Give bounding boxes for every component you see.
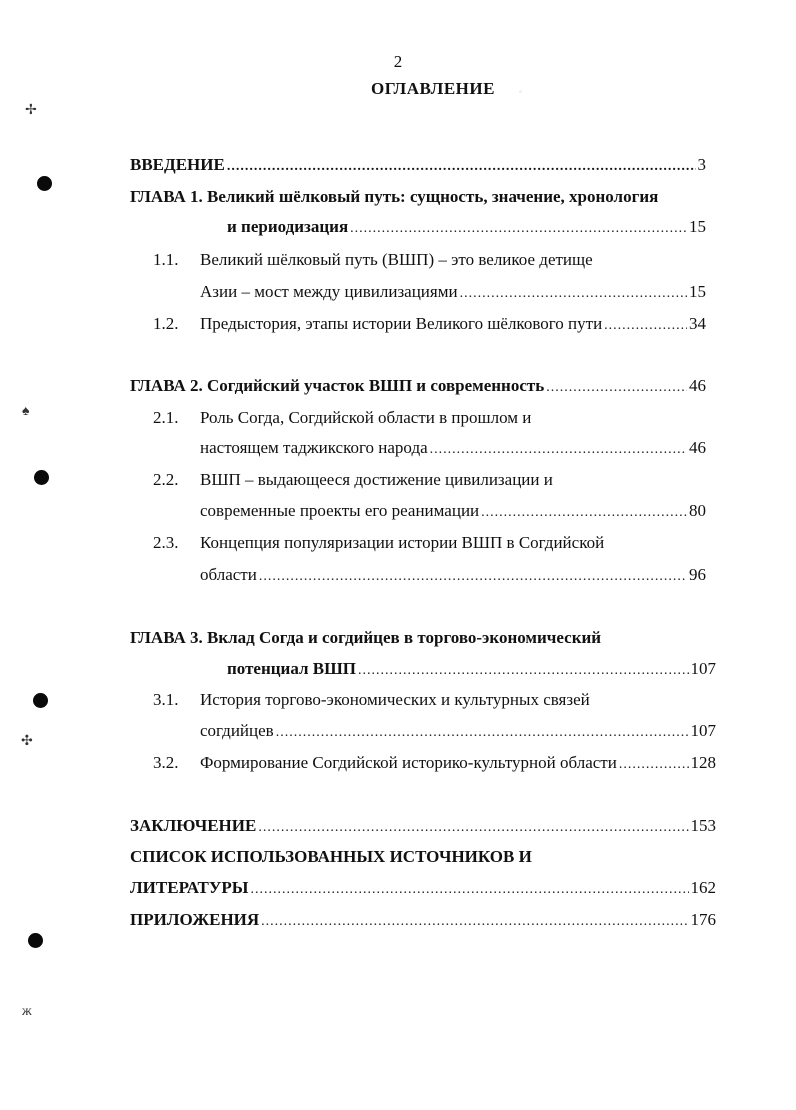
toc-entry-section-1-1[interactable] [200, 281, 706, 305]
toc-page-number: 15 [689, 282, 706, 301]
scan-speck: ♠ [22, 404, 30, 419]
toc-entry-label: согдийцев [200, 721, 274, 740]
toc-section-title: Великий шёлковый путь (ВШП) – это великое детище [200, 250, 593, 269]
binder-hole [28, 933, 43, 948]
toc-page-number: 176 [690, 910, 716, 929]
toc-section-number: 2.1. [153, 408, 179, 427]
toc-page-number: 128 [690, 753, 716, 772]
toc-section-2-1[interactable] [153, 407, 531, 429]
toc-leader [259, 566, 687, 588]
toc-section-title: Концепция популяризации истории ВШП в Согдийской [200, 533, 605, 552]
toc-page-number: 107 [690, 721, 716, 740]
toc-entry-label: ЛИТЕРАТУРЫ [130, 878, 249, 897]
toc-section-1-1[interactable] [153, 249, 593, 271]
toc-entry-section-2-2[interactable] [200, 500, 706, 524]
toc-page-number: 153 [690, 816, 716, 835]
toc-leader [350, 218, 687, 240]
toc-entry-appendix[interactable] [130, 909, 716, 933]
scan-speck: ✢ [25, 103, 37, 118]
binder-hole [37, 176, 52, 191]
toc-section-3-1[interactable] [153, 689, 590, 711]
toc-entry-label: Азии – мост между цивилизациями [200, 282, 458, 301]
toc-entry-label: современные проекты его реанимации [200, 501, 480, 520]
toc-leader [430, 439, 687, 461]
toc-leader [460, 283, 687, 305]
toc-section-2-3[interactable] [153, 532, 604, 554]
toc-section-number: 1.1. [153, 250, 179, 269]
toc-leader [481, 502, 687, 524]
toc-section-number: 1.2. [153, 314, 179, 333]
toc-leader [358, 660, 688, 682]
toc-entry-conclusion[interactable] [130, 815, 716, 839]
scan-speck: ж [22, 1004, 32, 1019]
toc-leader [258, 817, 688, 839]
toc-page-number: 162 [690, 878, 716, 897]
binder-hole [33, 693, 48, 708]
toc-section-title: ВШП – выдающееся достижение цивилизации и [200, 470, 553, 489]
toc-section-title: История торгово-экономических и культурных связей [200, 690, 590, 709]
toc-leader [276, 722, 689, 744]
toc-entry-section-3-1[interactable] [200, 720, 716, 744]
toc-page-number: 3 [697, 155, 706, 174]
toc-entry-label: ГЛАВА 2. Согдийский участок ВШП и современность [130, 376, 545, 395]
toc-entry-label: области [200, 565, 257, 584]
toc-section-number: 2.2. [153, 470, 179, 489]
toc-chapter-3-title[interactable]: ГЛАВА 3. Вклад Согда и согдийцев в торгово-экономический [130, 628, 602, 647]
toc-entry-label: и периодизация [227, 217, 349, 236]
toc-entry-label: ПРИЛОЖЕНИЯ [130, 910, 260, 929]
toc-section-number: 3.2. [153, 753, 179, 772]
toc-chapter-1-title[interactable]: ГЛАВА 1. Великий шёлковый путь: сущность, значение, хронология [130, 187, 659, 206]
toc-page-number: 46 [689, 376, 706, 395]
toc-entry-section-1-2[interactable] [153, 313, 706, 337]
toc-entry-chapter-2[interactable] [130, 375, 706, 399]
toc-entry-label: настоящем таджикского народа [200, 438, 428, 457]
toc-leader [227, 156, 696, 178]
scan-speck: ✣ [21, 734, 33, 749]
toc-page-number: 15 [689, 217, 706, 236]
toc-leader [261, 911, 688, 933]
toc-entry-section-3-2[interactable] [153, 752, 716, 776]
toc-sources-title[interactable]: СПИСОК ИСПОЛЬЗОВАННЫХ ИСТОЧНИКОВ И [130, 847, 532, 866]
toc-page-number: 46 [689, 438, 706, 457]
binder-hole [34, 470, 49, 485]
toc-section-number: 2.3. [153, 533, 179, 552]
toc-entry-label: Предыстория, этапы истории Великого шёлкового пути [200, 314, 603, 333]
toc-entry-label: потенциал ВШП [227, 659, 357, 678]
toc-leader [604, 315, 687, 337]
toc-page-number: 80 [689, 501, 706, 520]
page-number: 2 [393, 52, 403, 71]
toc-page-number: 96 [689, 565, 706, 584]
toc-section-title: Роль Согда, Согдийской области в прошлом и [200, 408, 532, 427]
toc-entry-sources[interactable] [130, 877, 716, 901]
toc-page-number: 34 [689, 314, 706, 333]
toc-entry-intro[interactable] [130, 154, 706, 178]
toc-leader [546, 377, 687, 399]
toc-page-number: 107 [690, 659, 716, 678]
scan-speck: ◦ [519, 87, 522, 96]
toc-section-number: 3.1. [153, 690, 179, 709]
toc-entry-label: Формирование Согдийской историко-культурной области [200, 753, 617, 772]
toc-entry-label: ВВЕДЕНИЕ [130, 155, 225, 174]
page-title: ОГЛАВЛЕНИЕ [371, 79, 495, 98]
toc-entry-label: ЗАКЛЮЧЕНИЕ [130, 816, 257, 835]
toc-leader [619, 754, 689, 776]
toc-entry-chapter-3[interactable] [227, 658, 716, 682]
toc-entry-chapter-1[interactable] [227, 216, 706, 240]
toc-section-2-2[interactable] [153, 469, 553, 491]
toc-entry-section-2-1[interactable] [200, 437, 706, 461]
toc-leader [250, 879, 688, 901]
toc-entry-section-2-3[interactable] [200, 564, 706, 588]
